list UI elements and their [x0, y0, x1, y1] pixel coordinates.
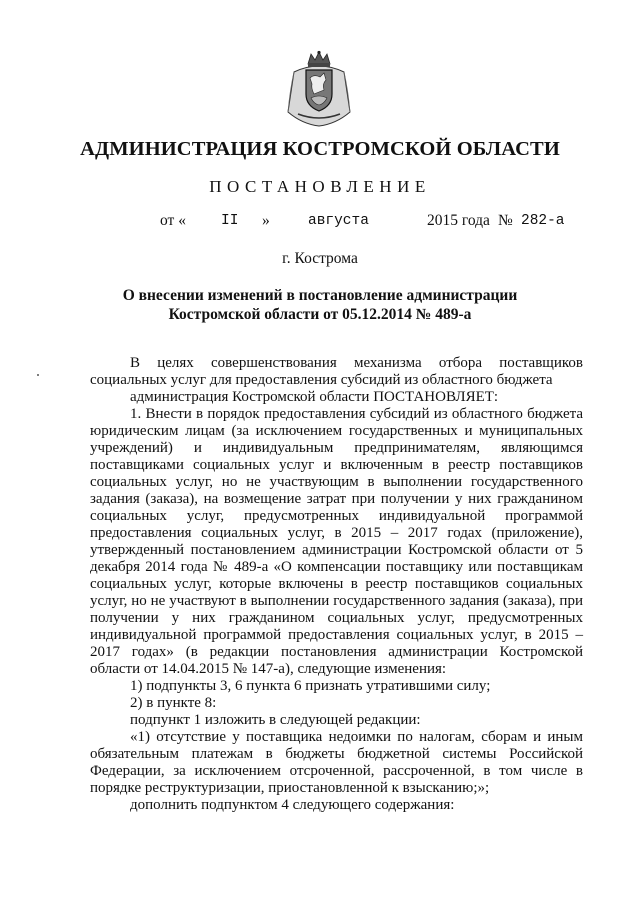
subitem-1: 1) подпункты 3, 6 пункта 6 признать утратившими силу;	[130, 678, 491, 694]
document-type: ПОСТАНОВЛЕНИЕ	[209, 177, 431, 196]
date-year: 2015 года	[427, 212, 490, 229]
date-prefix: от «	[160, 212, 186, 229]
quoted-provision: «1) отсутствие у поставщика недоимки по налогам, сборам и иным обязательным платежам в бюджеты бюджетной системы Российской Федерации, за исключением отсроченной, рассроченной, в том числе в порядке реструктуризации, приостановленной к взысканию;»;	[90, 729, 583, 796]
document-number: 282-а	[521, 213, 565, 229]
subject-line-1: О внесении изменений в постановление администрации	[122, 287, 518, 304]
place-of-issue: г. Кострома	[282, 250, 358, 267]
date-number-line	[0, 212, 640, 232]
issuing-agency: АДМИНИСТРАЦИЯ КОСТРОМСКОЙ ОБЛАСТИ	[80, 138, 560, 160]
resolves-paragraph: администрация Костромской области ПОСТАНОВЛЯЕТ:	[130, 389, 499, 405]
document-subject	[0, 286, 640, 324]
item-1-paragraph: 1. Внести в порядок предоставления субсидий из областного бюджета юридическим лицам (за исключением государственных и муниципальных учреждений) и индивидуальным предпринимателям, являющимся поставщиками социальных услуг и включенным в реестр поставщиков социальных услуг, но не участвующим в выполнении государственного задания (заказа), на возмещение затрат при получении у них гражданином социальных услуг, предусмотренных индивидуальной программой предоставления социальных услуг, в 2015 – 2017 годах (приложение), утвержденный постановлением администрации Костромской области от 5 декабря 2014 года № 489-а «О компенсации поставщику или поставщикам социальных услуг, которые включены в реестр поставщиков социальных услуг, но не участвуют в выполнении государственного задания (заказа), при получении у них гражданином социальных услуг, предусмотренных индивидуальной программой предоставления социальных услуг, в 2015 – 2017 годах» (в редакции постановления администрации Костромской области от 14.04.2015 № 147-а), следующие изменения:	[90, 406, 583, 677]
date-day-close: »	[262, 212, 270, 229]
number-sign: №	[498, 212, 513, 229]
date-day: II	[221, 213, 239, 229]
date-month: августа	[308, 213, 369, 229]
subitem-2b: дополнить подпунктом 4 следующего содержания:	[130, 797, 455, 813]
subitem-2a: подпункт 1 изложить в следующей редакции:	[130, 712, 421, 728]
margin-mark	[37, 374, 39, 376]
intro-paragraph: В целях совершенствования механизма отбора поставщиков социальных услуг для предоставления субсидий из областного бюджета	[90, 355, 583, 388]
subitem-2: 2) в пункте 8:	[130, 695, 217, 711]
subject-line-2: Костромской области от 05.12.2014 № 489-а	[168, 306, 472, 323]
document-body	[90, 355, 583, 814]
kostroma-region-coat-of-arms-icon	[284, 50, 354, 128]
